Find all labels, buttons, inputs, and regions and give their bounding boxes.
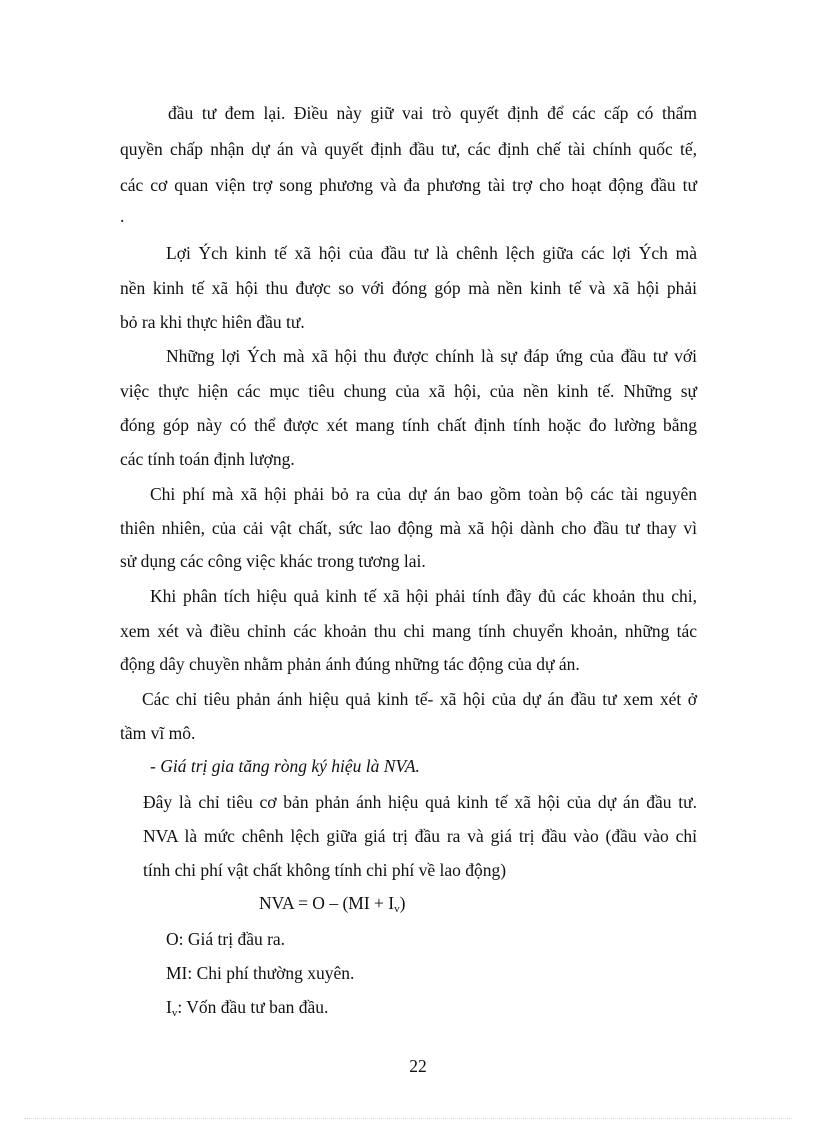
text-line: bỏ ra khi thực hiên đầu tư. xyxy=(120,312,305,332)
text-line: việc thực hiện các mục tiêu chung của xã hội, của nền kinh tế. Những sự xyxy=(120,381,697,401)
section-heading: - Giá trị gia tăng ròng ký hiệu là NVA. xyxy=(150,756,420,776)
text-line: động dây chuyền nhằm phản ánh đúng những tác động của dự án. xyxy=(120,654,580,674)
text-line: sử dụng các công việc khác trong tương lai. xyxy=(120,551,426,571)
iv-subscript: v xyxy=(171,1007,178,1019)
formula-main: NVA = O – (MI + I xyxy=(259,893,395,913)
definition-recurrent-cost: MI: Chi phí thường xuyên. xyxy=(166,963,355,983)
text-line: thiên nhiên, của cải vật chất, sức lao động mà xã hội dành cho đầu tư thay vì xyxy=(120,518,697,538)
formula-subscript: v xyxy=(394,903,400,915)
text-line: đóng góp này có thể được xét mang tính chất định tính hoặc đo lường bằng xyxy=(120,415,697,435)
definition-output: O: Giá trị đầu ra. xyxy=(166,929,286,949)
text-line: Khi phân tích hiệu quả kinh tế xã hội phải tính đầy đủ các khoản thu chi, xyxy=(150,586,697,606)
nva-formula xyxy=(259,891,405,915)
definition-initial-capital xyxy=(166,995,328,1019)
text-line: tính chi phí vật chất không tính chi phí về lao động) xyxy=(143,860,507,880)
text-line: tầm vĩ mô. xyxy=(120,723,196,743)
text-line: các cơ quan viện trợ song phương và đa phương tài trợ cho hoạt động đầu tư xyxy=(120,175,697,195)
text-line: Lợi Ých kinh tế xã hội của đầu tư là chênh lệch giữa các lợi Ých mà xyxy=(166,243,697,263)
iv-text: : Vốn đầu tư ban đầu. xyxy=(177,997,329,1017)
formula-close: ) xyxy=(399,893,406,913)
text-line: . xyxy=(120,206,125,226)
text-line: Đây là chỉ tiêu cơ bản phản ánh hiệu quả kinh tế xã hội của dự án đầu tư. xyxy=(143,792,697,812)
text-line: quyền chấp nhận dự án và quyết định đầu tư, các định chế tài chính quốc tế, xyxy=(120,139,697,159)
text-line: Chi phí mà xã hội phải bỏ ra của dự án bao gồm toàn bộ các tài nguyên xyxy=(150,484,697,504)
text-line: NVA là mức chênh lệch giữa giá trị đầu ra và giá trị đầu vào (đầu vào chỉ xyxy=(143,826,697,846)
iv-symbol: I xyxy=(166,997,172,1017)
text-line: xem xét và điều chỉnh các khoản thu chi mang tính chuyển khoản, những tác xyxy=(120,621,697,641)
page-bottom-divider xyxy=(24,1118,792,1119)
text-line: nền kinh tế xã hội thu được so với đóng góp mà nền kinh tế và xã hội phải xyxy=(120,278,697,298)
text-line: Những lợi Ých mà xã hội thu được chính là sự đáp ứng của đầu tư với xyxy=(166,346,697,366)
text-line: Các chỉ tiêu phản ánh hiệu quả kinh tế- xã hội của dự án đầu tư xem xét ở xyxy=(142,689,697,709)
page-number: 22 xyxy=(409,1056,427,1076)
text-line: đầu tư đem lại. Điều này giữ vai trò quyết định để các cấp có thẩm xyxy=(168,103,697,123)
text-line: các tính toán định lượng. xyxy=(120,449,295,469)
